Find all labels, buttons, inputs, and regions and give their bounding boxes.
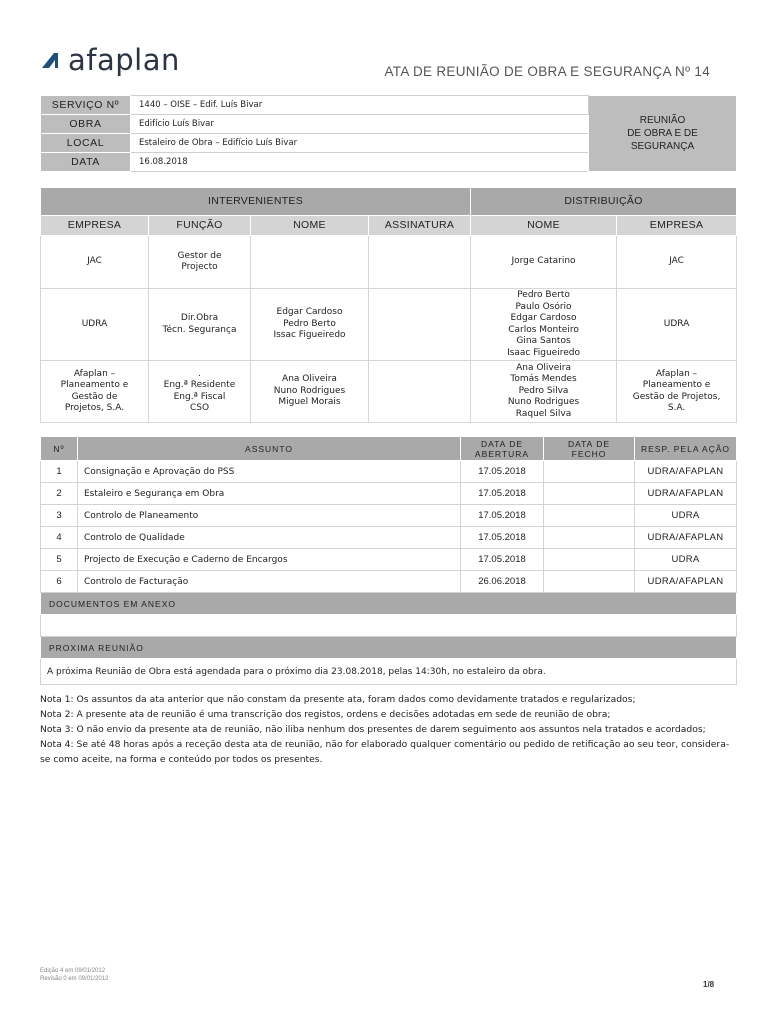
subjects-table bbox=[40, 436, 737, 685]
subject-fecho bbox=[544, 527, 635, 549]
cell-line: Pedro Silva bbox=[518, 385, 569, 396]
participant-row bbox=[41, 236, 737, 289]
intervenientes-header: INTERVENIENTES bbox=[41, 188, 471, 216]
company-logo bbox=[40, 44, 180, 76]
documentos-anexo-header: DOCUMENTOS EM ANEXO bbox=[41, 593, 737, 615]
cell-line: Pedro Berto bbox=[517, 290, 570, 300]
subject-title: Controlo de Planeamento bbox=[78, 505, 461, 527]
obra-value: Edifício Luís Bivar bbox=[131, 115, 589, 134]
subject-fecho bbox=[544, 483, 635, 505]
subject-num: 6 bbox=[41, 571, 78, 593]
nome-cell bbox=[251, 361, 369, 423]
subject-resp: UDRA/AFAPLAN bbox=[635, 483, 737, 505]
servico-value: 1440 – OISE – Edif. Luís Bivar bbox=[131, 96, 589, 115]
dist-empresa-cell bbox=[617, 289, 737, 361]
local-value: Estaleiro de Obra – Edifício Luís Bivar bbox=[131, 134, 589, 153]
dist-empresa-cell bbox=[617, 361, 737, 423]
cell-line: Issac Figueiredo bbox=[273, 330, 346, 341]
documentos-anexo-value bbox=[41, 615, 737, 637]
subject-num: 4 bbox=[41, 527, 78, 549]
header-line: DATA DE bbox=[480, 438, 524, 449]
cell-line: Projetos, S.A. bbox=[64, 403, 125, 413]
cell-line: Dir.Obra bbox=[180, 313, 219, 323]
participant-row bbox=[41, 289, 737, 361]
empresa-cell bbox=[41, 236, 149, 289]
subject-fecho bbox=[544, 461, 635, 483]
cell-line: Paulo Osório bbox=[515, 301, 572, 312]
cell-line: Ana Oliveira bbox=[282, 374, 337, 385]
subject-num: 1 bbox=[41, 461, 78, 483]
cell-line: JAC bbox=[87, 256, 102, 267]
cell-line: Edgar Cardoso bbox=[510, 313, 577, 323]
cell-line: JAC bbox=[669, 256, 684, 267]
subject-row bbox=[41, 571, 737, 593]
subject-row bbox=[41, 549, 737, 571]
subject-abertura: 26.06.2018 bbox=[461, 571, 544, 593]
assinatura-cell bbox=[369, 361, 471, 423]
page-number: 1/8 bbox=[703, 980, 715, 989]
servico-label: SERVIÇO Nº bbox=[41, 96, 131, 115]
subject-abertura: 17.05.2018 bbox=[461, 483, 544, 505]
subject-resp: UDRA/AFAPLAN bbox=[635, 527, 737, 549]
revision-text: Revisão 0 em 09/01/2012 bbox=[40, 976, 109, 982]
note: Nota 2: A presente ata de reunião é uma transcrição dos registos, ordens e decisões adotadas em sede de reunião de obra; bbox=[40, 709, 611, 720]
subject-abertura: 17.05.2018 bbox=[461, 461, 544, 483]
meeting-type-line: DE OBRA E DE bbox=[627, 128, 698, 139]
col-header-fecho bbox=[544, 437, 635, 461]
cell-line: Tomás Mendes bbox=[510, 374, 577, 385]
subject-title: Controlo de Facturação bbox=[78, 571, 461, 593]
meeting-type-line: SEGURANÇA bbox=[630, 141, 695, 152]
distribuicao-header: DISTRIBUIÇÃO bbox=[471, 188, 737, 216]
note: Nota 1: Os assuntos da ata anterior que não constam da presente ata, foram dados como devidamente tratados e regularizados; bbox=[40, 694, 636, 705]
subject-abertura: 17.05.2018 bbox=[461, 549, 544, 571]
subject-title: Estaleiro e Segurança em Obra bbox=[78, 483, 461, 505]
subject-fecho bbox=[544, 505, 635, 527]
note: Nota 3: O não envio da presente ata de reunião, não iliba nenhum dos presentes de darem seguimento aos assuntos nela tratados e acordados; bbox=[40, 724, 706, 735]
meeting-type-line: REUNIÃO bbox=[639, 115, 686, 126]
cell-line: Pedro Berto bbox=[283, 318, 336, 329]
cell-line: Gina Santos bbox=[516, 336, 571, 346]
col-header-assinatura: ASSINATURA bbox=[369, 216, 471, 236]
meeting-type-box bbox=[589, 96, 737, 172]
cell-line: Afaplan – bbox=[73, 368, 116, 379]
nome-cell bbox=[251, 236, 369, 289]
dist-nome-cell bbox=[471, 236, 617, 289]
cell-line: Afaplan – bbox=[655, 368, 698, 379]
data-value: 16.08.2018 bbox=[131, 153, 589, 172]
subject-resp: UDRA bbox=[635, 505, 737, 527]
subject-row bbox=[41, 483, 737, 505]
assinatura-cell bbox=[369, 236, 471, 289]
col-header-empresa: EMPRESA bbox=[41, 216, 149, 236]
cell-line: UDRA bbox=[81, 318, 108, 329]
note: Nota 4: Se até 48 horas após a receção desta ata de reunião, não for elaborado qualquer comentário ou pedido de retificação ao seu teor, considera-se como aceite, na forma e conteúdo por todos os presentes. bbox=[40, 739, 730, 765]
subject-title: Projecto de Execução e Caderno de Encargos bbox=[78, 549, 461, 571]
cell-line: Carlos Monteiro bbox=[508, 324, 579, 335]
col-header-abertura bbox=[461, 437, 544, 461]
edition-text: Edição 4 em 09/01/2012 bbox=[40, 968, 106, 974]
document-title: ATA DE REUNIÃO DE OBRA E SEGURANÇA Nº 14 bbox=[384, 64, 710, 79]
cell-line: Gestão de Projetos, bbox=[632, 391, 721, 402]
cell-line: Jorge Catarino bbox=[511, 256, 576, 267]
cell-line: Gestor de bbox=[177, 250, 222, 261]
col-header-funcao: FUNÇÃO bbox=[149, 216, 251, 236]
funcao-cell bbox=[149, 236, 251, 289]
cell-line: Técn. Segurança bbox=[162, 324, 237, 335]
cell-line: Eng.ª Residente bbox=[163, 380, 236, 390]
empresa-cell bbox=[41, 289, 149, 361]
dist-empresa-cell bbox=[617, 236, 737, 289]
proxima-reuniao-text: A próxima Reunião de Obra está agendada para o próximo dia 23.08.2018, pelas 14:30h, no estaleiro da obra. bbox=[41, 659, 737, 685]
cell-line: Nuno Rodrigues bbox=[273, 385, 346, 396]
subject-row bbox=[41, 461, 737, 483]
proxima-reuniao-header: PROXIMA REUNIÃO bbox=[41, 637, 737, 659]
col-header-num: Nº bbox=[41, 437, 78, 461]
col-header-nome: NOME bbox=[251, 216, 369, 236]
subject-resp: UDRA bbox=[635, 549, 737, 571]
info-row-servico bbox=[41, 96, 737, 115]
col-header-assunto: ASSUNTO bbox=[78, 437, 461, 461]
col-header-dist-nome: NOME bbox=[471, 216, 617, 236]
cell-line: Raquel Silva bbox=[515, 408, 572, 419]
header-line: FECHO bbox=[571, 448, 607, 459]
cell-line: Planeamento e bbox=[642, 380, 711, 390]
cell-line: Miguel Morais bbox=[278, 397, 341, 408]
participant-row bbox=[41, 361, 737, 423]
funcao-cell bbox=[149, 289, 251, 361]
dist-nome-cell bbox=[471, 289, 617, 361]
cell-line: Projecto bbox=[181, 262, 218, 272]
subject-row bbox=[41, 527, 737, 549]
subject-num: 5 bbox=[41, 549, 78, 571]
subject-fecho bbox=[544, 571, 635, 593]
cell-line: Planeamento e bbox=[60, 380, 129, 390]
cell-line: Ana Oliveira bbox=[516, 362, 571, 373]
cell-line: UDRA bbox=[663, 318, 690, 329]
cell-line: . bbox=[198, 368, 201, 379]
subject-abertura: 17.05.2018 bbox=[461, 505, 544, 527]
empresa-cell bbox=[41, 361, 149, 423]
subject-title: Controlo de Qualidade bbox=[78, 527, 461, 549]
cell-line: Edgar Cardoso bbox=[276, 307, 343, 318]
footer-edition-info bbox=[40, 967, 108, 983]
dist-nome-cell bbox=[471, 361, 617, 423]
subject-resp: UDRA/AFAPLAN bbox=[635, 461, 737, 483]
subject-row bbox=[41, 505, 737, 527]
cell-line: Eng.ª Fiscal bbox=[173, 391, 226, 402]
afaplan-logo-icon bbox=[40, 50, 60, 70]
meeting-info-table bbox=[40, 95, 737, 172]
col-header-resp: RESP. PELA AÇÃO bbox=[635, 437, 737, 461]
notes-section bbox=[40, 692, 732, 767]
header-line: DATA DE bbox=[567, 438, 611, 449]
data-label: DATA bbox=[41, 153, 131, 172]
company-name: afaplan bbox=[68, 43, 180, 77]
cell-line: Isaac Figueiredo bbox=[507, 347, 580, 358]
subject-num: 3 bbox=[41, 505, 78, 527]
subject-title: Consignação e Aprovação do PSS bbox=[78, 461, 461, 483]
local-label: LOCAL bbox=[41, 134, 131, 153]
subject-abertura: 17.05.2018 bbox=[461, 527, 544, 549]
col-header-dist-empresa: EMPRESA bbox=[617, 216, 737, 236]
assinatura-cell bbox=[369, 289, 471, 361]
subject-num: 2 bbox=[41, 483, 78, 505]
subject-fecho bbox=[544, 549, 635, 571]
obra-label: OBRA bbox=[41, 115, 131, 134]
cell-line: CSO bbox=[189, 403, 210, 413]
header-line: ABERTURA bbox=[474, 448, 530, 459]
funcao-cell bbox=[149, 361, 251, 423]
cell-line: Nuno Rodrigues bbox=[507, 397, 580, 408]
cell-line: Gestão de bbox=[71, 391, 118, 402]
cell-line: S.A. bbox=[667, 403, 686, 413]
subjects-header-row bbox=[41, 437, 737, 461]
nome-cell bbox=[251, 289, 369, 361]
subject-resp: UDRA/AFAPLAN bbox=[635, 571, 737, 593]
participants-table bbox=[40, 187, 737, 423]
